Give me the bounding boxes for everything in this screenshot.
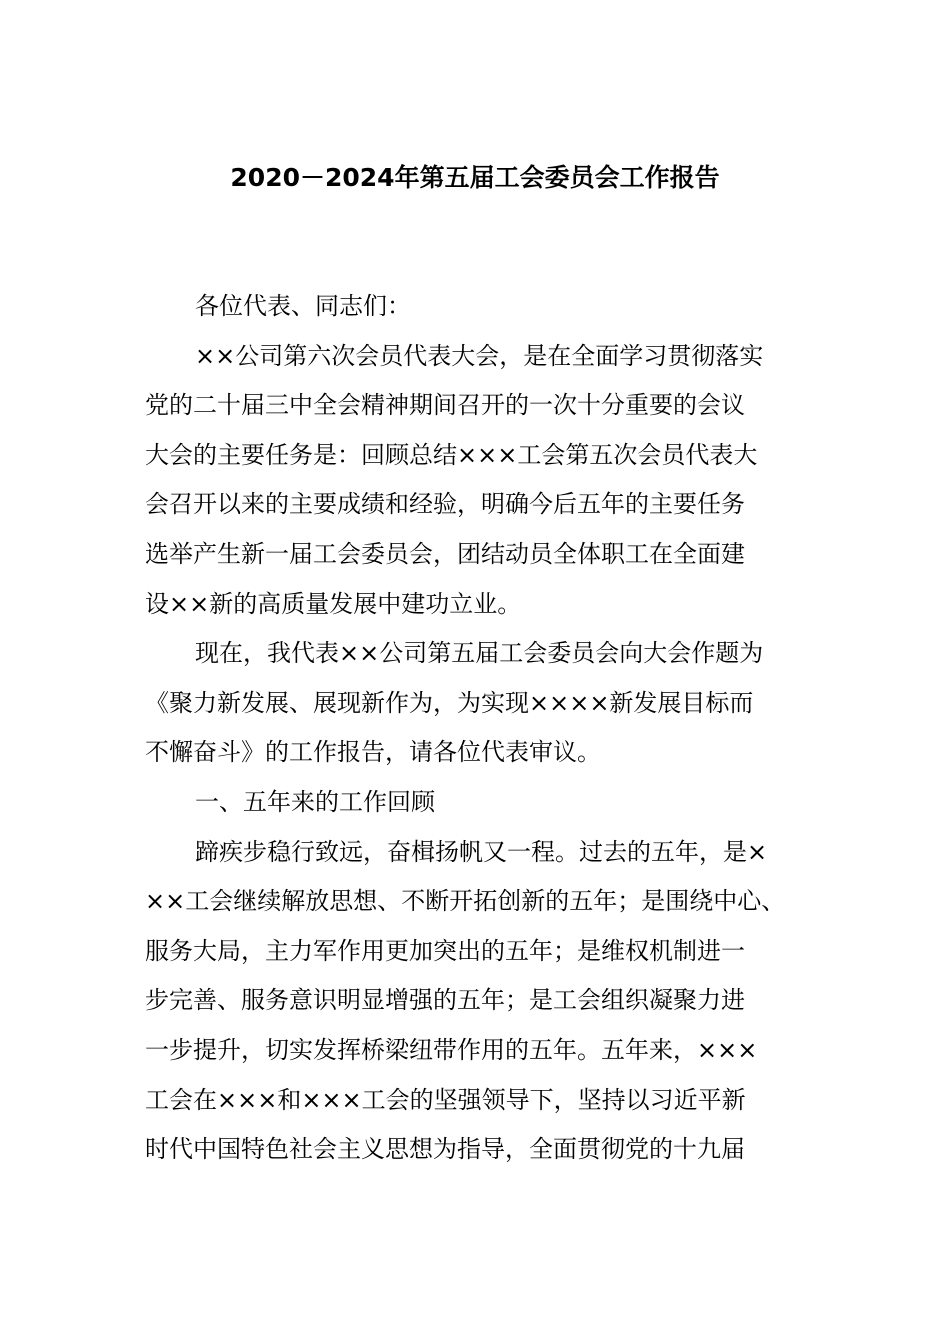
body-line: 设××新的高质量发展中建功立业。 (145, 589, 522, 618)
body-line: 《聚力新发展、展现新作为，为实现××××新发展目标而 (145, 688, 754, 717)
body-line: 步完善、服务意识明显增强的五年；是工会组织凝聚力进 (145, 986, 745, 1015)
document-body (145, 282, 810, 1175)
body-line: 现在，我代表××公司第五届工会委员会向大会作题为 (195, 639, 764, 668)
body-line: 会召开以来的主要成绩和经验，明确今后五年的主要任务 (145, 490, 745, 519)
body-line: 时代中国特色社会主义思想为指导，全面贯彻党的十九届 (145, 1135, 745, 1164)
body-line: 不懈奋斗》的工作报告，请各位代表审议。 (145, 738, 601, 767)
body-line: 党的二十届三中全会精神期间召开的一次十分重要的会议 (145, 391, 745, 420)
body-line: 各位代表、同志们： (195, 292, 411, 320)
body-line: 一步提升，切实发挥桥梁纽带作用的五年。五年来，××× (145, 1035, 758, 1064)
body-line: ××工会继续解放思想、不断开拓创新的五年；是围绕中心、 (145, 887, 786, 916)
body-line: 服务大局，主力军作用更加突出的五年；是维权机制进一 (145, 936, 745, 965)
body-line: 选举产生新一届工会委员会，团结动员全体职工在全面建 (145, 539, 745, 568)
body-line: 蹄疾步稳行致远，奋楫扬帆又一程。过去的五年，是× (195, 837, 768, 866)
body-line: 工会在×××和×××工会的坚强领导下，坚持以习近平新 (145, 1085, 746, 1114)
document-title: 2020－2024年第五届工会委员会工作报告 (230, 163, 720, 192)
section-heading: 一、五年来的工作回顾 (195, 787, 435, 816)
body-line: ××公司第六次会员代表大会，是在全面学习贯彻落实 (195, 341, 764, 370)
body-line: 大会的主要任务是：回顾总结×××工会第五次会员代表大 (145, 440, 758, 469)
